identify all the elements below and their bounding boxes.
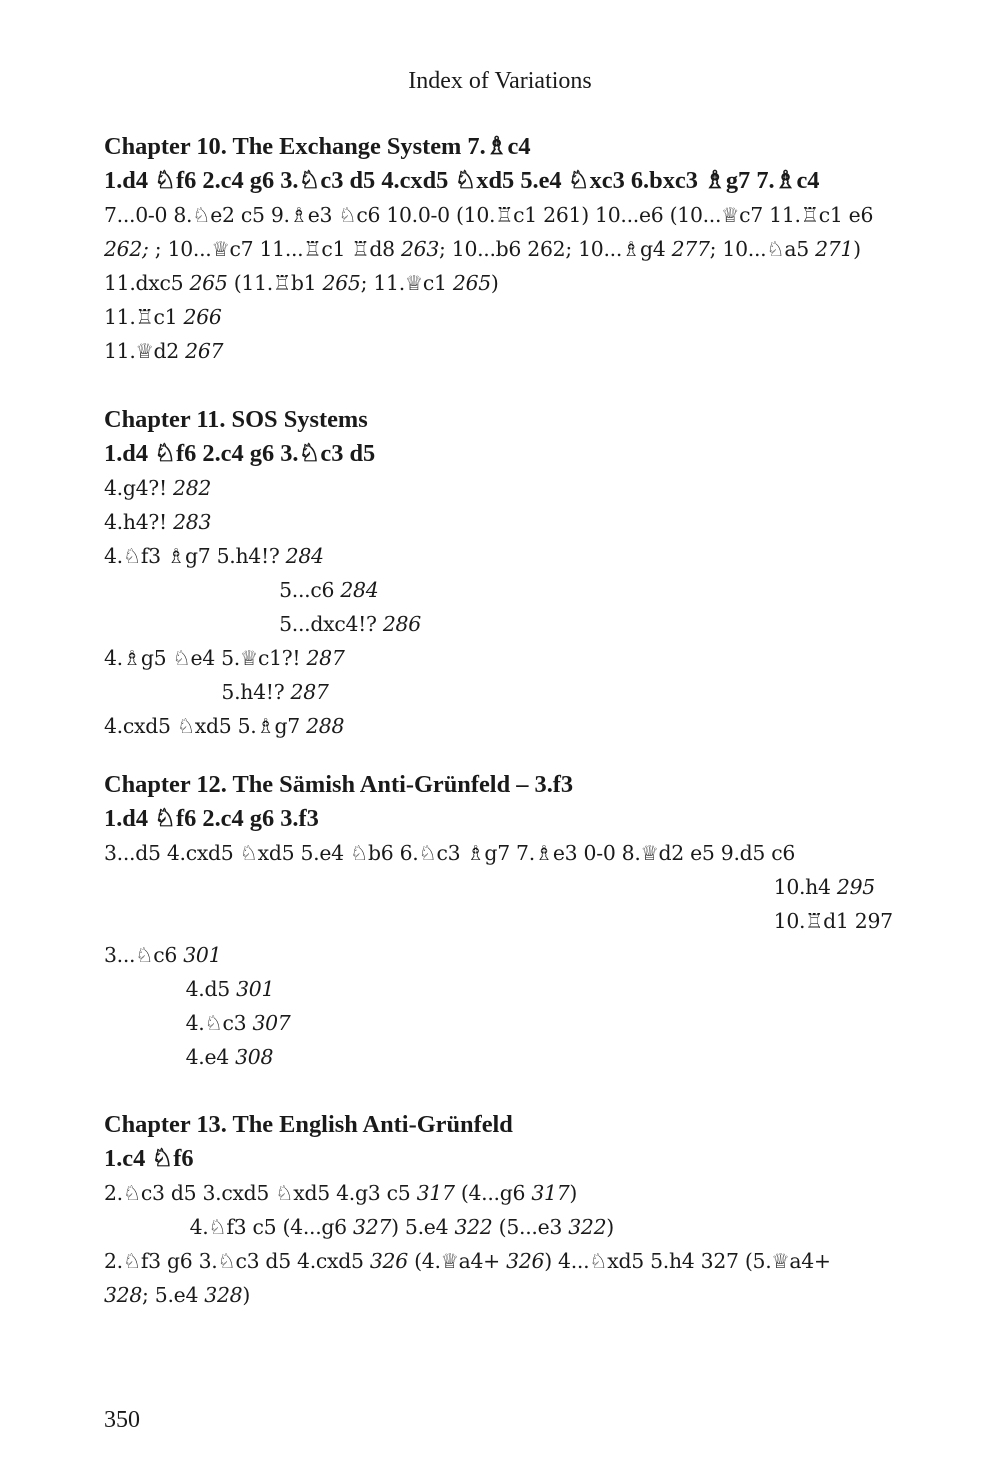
chapter-12-section: [104, 768, 904, 1074]
variation-line: [104, 266, 900, 300]
move-text: ; 10...♘a5: [709, 237, 816, 261]
variation-line: [104, 232, 900, 266]
move-text: 3...♘c6: [104, 943, 184, 967]
move-text: (4...g6: [454, 1181, 532, 1205]
move-text: 4.♗g5 ♘e4 5.♕c1?!: [104, 646, 307, 670]
variation-line: [104, 972, 900, 1006]
page-ref: 326: [369, 1249, 408, 1273]
page-ref: 267: [185, 339, 224, 363]
variation-line: [104, 505, 900, 539]
variation-line: [104, 675, 900, 709]
page-ref: 277: [671, 237, 710, 261]
page-ref: 266: [183, 305, 222, 329]
page-ref: 263: [400, 237, 440, 261]
move-text: 4.g4?!: [104, 476, 174, 500]
page-ref: 287: [290, 680, 329, 704]
page-ref: 317: [416, 1181, 455, 1205]
page-ref: 295: [836, 875, 875, 899]
chapter-11-section: [104, 403, 904, 743]
chapter-13-section: [104, 1108, 904, 1312]
chapter-title: Chapter 12. The Sämish Anti-Grünfeld – 3.f3: [104, 771, 574, 798]
move-text: ): [242, 1283, 251, 1307]
page-ref: 301: [183, 943, 222, 967]
move-text: (5...e3: [492, 1215, 569, 1239]
move-text: 2.♘c3 d5 3.cxd5 ♘xd5 4.g3 c5: [104, 1181, 417, 1205]
move-text: 4.♘f3 c5 (4...g6: [189, 1215, 354, 1239]
move-text: 4.♘c3: [185, 1011, 253, 1035]
variation-line: 3...d5 4.cxd5 ♘xd5 5.e4 ♘b6 6.♘c3 ♗g7 7.♗e3 0-0 8.♕d2 e5 9.d5 c6: [104, 841, 796, 865]
move-text: ) 5.e4: [391, 1215, 455, 1239]
page-ref: 286: [382, 612, 421, 636]
page-ref: 287: [306, 646, 345, 670]
move-text: (11.♖b1: [227, 271, 323, 295]
page-ref: 317: [531, 1181, 570, 1205]
chapter-10-section: [104, 130, 904, 368]
move-text: ; 11.♕c1: [360, 271, 453, 295]
page-ref: 327: [353, 1215, 392, 1239]
page-ref: 262;: [104, 237, 149, 261]
move-text: 5...dxc4!?: [279, 612, 383, 636]
move-text: 10.h4: [773, 875, 837, 899]
page-ref: 283: [173, 510, 212, 534]
variation-line: [104, 938, 900, 972]
page-ref: 307: [252, 1011, 291, 1035]
variation-line: 10.♖d1 297: [773, 909, 893, 933]
move-text: ): [606, 1215, 614, 1239]
page-ref: 328: [204, 1283, 243, 1307]
variation-line: [104, 641, 900, 675]
variation-line: [104, 1006, 900, 1040]
page-ref: 322: [568, 1215, 607, 1239]
page-ref: 265: [452, 271, 491, 295]
move-text: ; 5.e4: [142, 1283, 205, 1307]
page-ref: 284: [285, 544, 324, 568]
chapter-title: Chapter 10. The Exchange System 7.♗c4: [104, 133, 531, 160]
variation-line: [104, 1176, 900, 1210]
move-text: 5...c6: [279, 578, 341, 602]
main-line: 1.d4 ♘f6 2.c4 g6 3.♘c3 d5: [104, 440, 376, 467]
move-text: (4.♕a4+: [407, 1249, 507, 1273]
variation-line: [104, 1210, 900, 1244]
page-ref: 326: [506, 1249, 545, 1273]
variation-line: 7...0-0 8.♘e2 c5 9.♗e3 ♘c6 10.0-0 (10.♖c1 261) 10...e6 (10...♕c7 11.♖c1 e6: [104, 203, 874, 227]
variation-line: [104, 539, 900, 573]
variation-line: [104, 300, 900, 334]
main-line: 1.c4 ♘f6: [104, 1145, 194, 1172]
main-line: 1.d4 ♘f6 2.c4 g6 3.♘c3 d5 4.cxd5 ♘xd5 5.e4 ♘xc3 6.bxc3 ♗g7 7.♗c4: [104, 167, 820, 194]
move-text: 5.h4!?: [221, 680, 291, 704]
move-text: ): [569, 1181, 578, 1205]
variation-line: [104, 573, 900, 607]
page-ref: 308: [235, 1045, 274, 1069]
variation-line: [104, 1244, 900, 1278]
move-text: 4.cxd5 ♘xd5 5.♗g7: [104, 714, 307, 738]
variation-line: [104, 709, 900, 743]
page-ref: 284: [340, 578, 379, 602]
main-line: 1.d4 ♘f6 2.c4 g6 3.f3: [104, 805, 319, 832]
page-ref: 288: [306, 714, 345, 738]
page-ref: 301: [236, 977, 275, 1001]
move-text: 11.♕d2: [104, 339, 186, 363]
move-text: ; 10...b6 262; 10...♗g4: [439, 237, 672, 261]
move-text: 4.♘f3 ♗g7 5.h4!?: [104, 544, 286, 568]
chapter-title: Chapter 13. The English Anti-Grünfeld: [104, 1111, 513, 1138]
page-ref: 328: [104, 1283, 143, 1307]
variation-line: [104, 870, 900, 904]
chapter-title: Chapter 11. SOS Systems: [104, 406, 368, 433]
variation-line: [104, 471, 900, 505]
variation-line: [104, 1040, 900, 1074]
variation-line: [104, 607, 900, 641]
move-text: ; 10...♕c7 11...♖c1 ♖d8: [148, 237, 401, 261]
move-text: ) 4...♘xd5 5.h4 327 (5.♕a4+: [544, 1249, 831, 1273]
variation-line: [104, 334, 900, 368]
page-ref: 282: [173, 476, 212, 500]
page-ref: 265: [322, 271, 361, 295]
page-ref: 271: [815, 237, 854, 261]
move-text: 11.♖c1: [104, 305, 184, 329]
running-header: Index of Variations: [408, 68, 592, 94]
variation-line: [104, 1278, 900, 1312]
move-text: 4.h4?!: [104, 510, 174, 534]
move-text: 4.d5: [185, 977, 237, 1001]
move-text: 2.♘f3 g6 3.♘c3 d5 4.cxd5: [104, 1249, 370, 1273]
page-ref: 322: [454, 1215, 493, 1239]
page-ref: 265: [189, 271, 228, 295]
move-text: ): [490, 271, 499, 295]
move-text: 4.e4: [185, 1045, 236, 1069]
move-text: ): [853, 237, 861, 261]
page-number: 350: [104, 1407, 140, 1433]
move-text: 11.dxc5: [104, 271, 190, 295]
